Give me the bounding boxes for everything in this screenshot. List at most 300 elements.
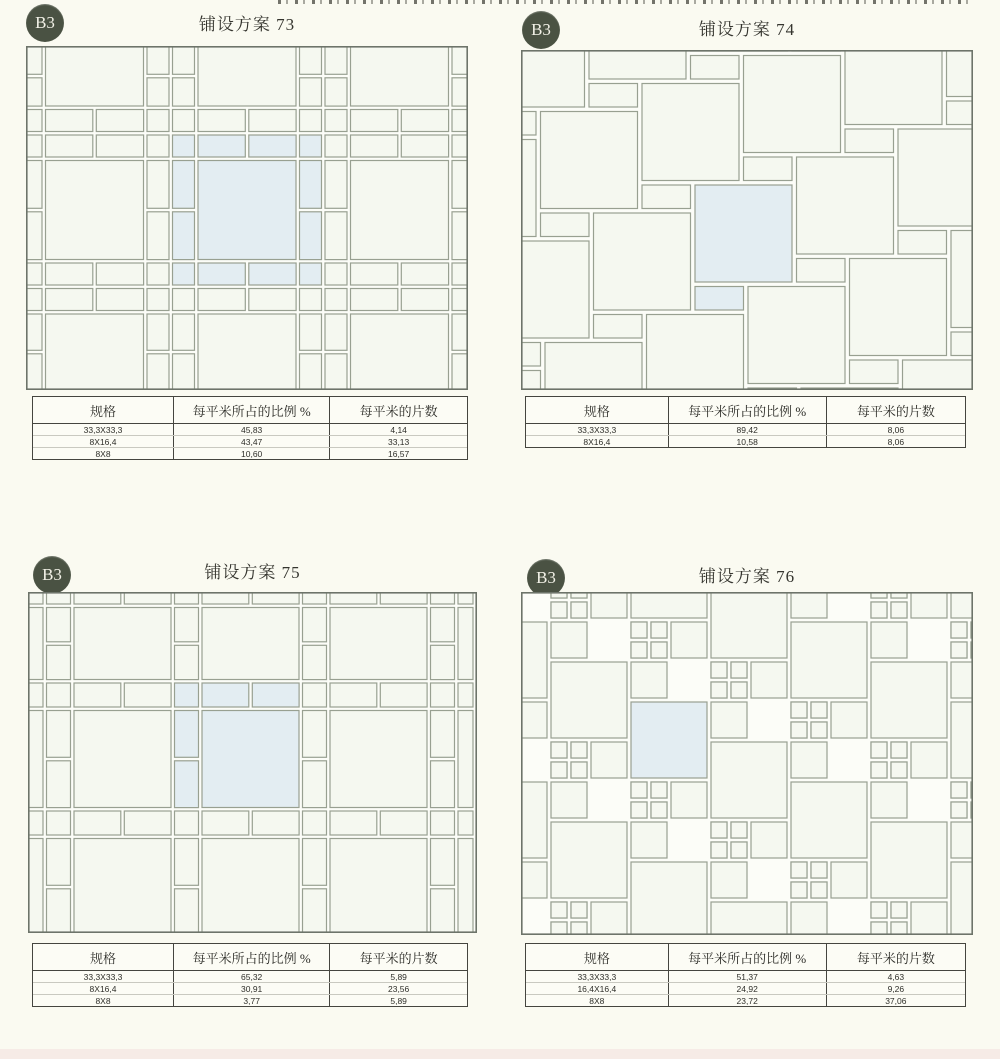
tile-small-square [551, 902, 567, 918]
tile-small-square [811, 722, 827, 738]
tile-large-square [28, 839, 43, 934]
table-cell: 24,92 [669, 983, 827, 994]
tile-rectangle [96, 110, 143, 132]
tile-large-square [951, 862, 973, 935]
tile-rectangle [198, 110, 245, 132]
tile-rectangle [351, 110, 398, 132]
tile-rectangle [252, 592, 299, 604]
tile-rectangle [452, 212, 468, 260]
tile-large-square [711, 592, 787, 658]
tile-small-square [571, 602, 587, 618]
tile-small-square [551, 762, 567, 778]
tile-large-square [642, 84, 739, 181]
tile-small-square [551, 602, 567, 618]
tile-small-square [731, 822, 747, 838]
tile-small-square [811, 702, 827, 718]
tile-rectangle [850, 360, 899, 384]
tile-rectangle [96, 135, 143, 157]
tile-rectangle [28, 592, 43, 604]
tile-large-square [521, 241, 589, 338]
table-header-row [526, 944, 965, 971]
spec-table [525, 943, 966, 1007]
tile-large-square [521, 782, 547, 858]
tile-rectangle [325, 78, 347, 106]
series-badge: B3 [527, 559, 565, 597]
tile-large-square [351, 46, 449, 106]
spec-table [32, 943, 468, 1007]
tile-large-square [791, 622, 867, 698]
tile-rectangle [147, 78, 169, 106]
table-cell: 37,06 [885, 995, 907, 1006]
tile-large-square [46, 314, 144, 390]
tile-rectangle [147, 46, 169, 74]
tile-rectangle [202, 811, 249, 835]
tile-rectangle [431, 608, 455, 642]
tile-rectangle [303, 761, 327, 808]
tile-rectangle [380, 811, 427, 835]
tile-rectangle [47, 761, 71, 808]
tile-small-square [173, 110, 195, 132]
tile-small-square [951, 782, 967, 798]
tile-small-square [731, 662, 747, 678]
tile-small-square [951, 642, 967, 658]
highlighted-tile-rectangle [198, 263, 245, 285]
tile-rectangle [845, 129, 894, 153]
tile-rectangle [96, 289, 143, 311]
tile-medium-square [911, 592, 947, 618]
table-header-cell: 每平米的片数 [856, 950, 935, 966]
tile-rectangle [330, 811, 377, 835]
tile-small-square [175, 592, 199, 604]
tile-rectangle [147, 212, 169, 260]
tile-small-square [551, 742, 567, 758]
tile-small-square [173, 289, 195, 311]
tile-small-square [651, 782, 667, 798]
plan-title: 铺设方案 73 [198, 15, 296, 34]
table-header-row [33, 944, 467, 971]
tile-small-square [811, 862, 827, 878]
tile-rectangle [173, 354, 195, 390]
tile-small-square [891, 762, 907, 778]
tile-large-square [330, 839, 427, 934]
tile-large-square [589, 50, 686, 79]
tile-small-square [711, 682, 727, 698]
page-bottom-tint [0, 1049, 1000, 1059]
tile-rectangle [691, 56, 740, 80]
tile-rectangle [401, 135, 448, 157]
tile-large-square [351, 161, 449, 260]
table-header-cell: 每平米所占的比例 % [669, 944, 827, 970]
tile-rectangle [458, 592, 473, 604]
tile-rectangle [300, 46, 322, 74]
table-row [526, 995, 965, 1006]
tile-large-square [28, 608, 43, 680]
tile-small-square [631, 782, 647, 798]
tile-small-square [431, 592, 455, 604]
tile-rectangle [589, 84, 638, 108]
tile-small-square [47, 811, 71, 835]
plan-title: 铺设方案 76 [698, 567, 796, 586]
tile-rectangle [303, 608, 327, 642]
tile-small-square [791, 722, 807, 738]
tile-rectangle [249, 110, 296, 132]
table-header-cell: 每平米的片数 [856, 403, 935, 419]
tile-large-square [850, 259, 947, 356]
tile-rectangle [431, 645, 455, 679]
highlighted-tile-large-square [202, 711, 299, 808]
highlighted-tile-rectangle [300, 161, 322, 209]
tile-rectangle [303, 839, 327, 886]
table-header-cell: 每平米所占的比例 % [174, 397, 330, 423]
highlighted-tile-small-square [173, 263, 195, 285]
tile-medium-square [671, 782, 707, 818]
table-row [33, 436, 467, 448]
table-row [33, 995, 467, 1006]
table-cell: 16,4X16,4 [526, 983, 669, 994]
tile-large-square [198, 46, 296, 106]
table-header-cell: 每平米所占的比例 % [669, 397, 827, 423]
tile-pattern-diagram [28, 592, 477, 933]
tile-medium-square [591, 902, 627, 935]
highlighted-tile-rectangle [249, 263, 296, 285]
tile-large-square [330, 608, 427, 680]
tile-small-square [300, 110, 322, 132]
tile-small-square [26, 110, 42, 132]
tile-rectangle [303, 889, 327, 933]
tile-medium-square [551, 782, 587, 818]
tile-large-square [594, 213, 691, 310]
tile-rectangle [74, 683, 121, 707]
tile-rectangle [147, 161, 169, 209]
highlighted-tile-rectangle [202, 683, 249, 707]
highlighted-tile-large-square [631, 702, 707, 778]
tile-medium-square [911, 742, 947, 778]
tile-medium-square [831, 862, 867, 898]
tile-rectangle [431, 761, 455, 808]
table-header-cell: 规格 [33, 944, 174, 970]
tile-medium-square [521, 862, 547, 898]
tile-rectangle [300, 78, 322, 106]
tile-large-square [647, 315, 744, 391]
tile-medium-square [871, 782, 907, 818]
highlighted-tile-rectangle [252, 683, 299, 707]
tile-small-square [651, 622, 667, 638]
tile-large-square [951, 231, 973, 328]
highlighted-tile-rectangle [173, 161, 195, 209]
tile-rectangle [47, 711, 71, 758]
tile-rectangle [401, 110, 448, 132]
tile-large-square [46, 46, 144, 106]
tile-rectangle [303, 711, 327, 758]
tile-small-square [147, 110, 169, 132]
tile-small-square [325, 135, 347, 157]
table-cell: 33,3X33,3 [526, 424, 669, 435]
tile-large-square [521, 371, 541, 391]
table-header-cell: 规格 [526, 397, 669, 423]
tile-medium-square [791, 592, 827, 618]
tile-large-square [898, 129, 973, 226]
tile-large-square [198, 314, 296, 390]
tile-small-square [571, 742, 587, 758]
tile-rectangle [47, 645, 71, 679]
table-cell: 4,14 [390, 424, 407, 435]
tile-small-square [26, 263, 42, 285]
highlighted-tile-rectangle [249, 135, 296, 157]
tile-rectangle [351, 263, 398, 285]
tile-rectangle [47, 608, 71, 642]
highlighted-tile-small-square [173, 135, 195, 157]
tile-rectangle [521, 343, 541, 367]
tile-large-square [458, 608, 473, 680]
tile-medium-square [791, 902, 827, 935]
tile-small-square [891, 902, 907, 918]
tile-large-square [28, 711, 43, 808]
spec-table [32, 396, 468, 460]
tile-small-square [26, 289, 42, 311]
series-badge: B3 [26, 4, 64, 42]
plan-title: 铺设方案 75 [204, 563, 301, 582]
tile-rectangle [325, 46, 347, 74]
tile-rectangle [452, 161, 468, 209]
table-cell: 33,3X33,3 [526, 971, 669, 982]
table-row [33, 448, 467, 459]
tile-rectangle [401, 289, 448, 311]
table-header-row [526, 397, 965, 424]
tile-medium-square [591, 742, 627, 778]
highlighted-tile-rectangle [175, 761, 199, 808]
tile-medium-square [951, 822, 973, 858]
highlighted-tile-rectangle [300, 212, 322, 260]
tile-rectangle [380, 592, 427, 604]
tile-medium-square [751, 662, 787, 698]
tile-small-square [175, 811, 199, 835]
table-cell: 5,89 [390, 971, 407, 982]
table-cell: 10,58 [669, 436, 827, 447]
tile-small-square [452, 289, 468, 311]
tile-large-square [748, 287, 845, 384]
tile-small-square [731, 682, 747, 698]
tile-rectangle [325, 212, 347, 260]
table-cell: 45,83 [174, 424, 330, 435]
tile-large-square [551, 822, 627, 898]
tile-rectangle [951, 332, 973, 356]
tile-large-square [711, 742, 787, 818]
highlighted-tile-large-square [695, 185, 792, 282]
tile-medium-square [711, 862, 747, 898]
tile-large-square [797, 157, 894, 254]
tile-small-square [571, 902, 587, 918]
table-cell: 10,60 [174, 448, 330, 459]
tile-rectangle [175, 645, 199, 679]
tile-large-square [330, 711, 427, 808]
table-cell: 8X16,4 [526, 436, 669, 447]
table-row [33, 983, 467, 995]
tile-small-square [711, 822, 727, 838]
tile-rectangle [147, 354, 169, 390]
tile-medium-square [871, 622, 907, 658]
table-cell: 51,37 [669, 971, 827, 982]
spec-table [525, 396, 966, 448]
tile-small-square [791, 702, 807, 718]
tile-small-square [147, 263, 169, 285]
tile-rectangle [46, 110, 93, 132]
highlighted-tile-rectangle [198, 135, 245, 157]
tile-rectangle [431, 711, 455, 758]
tile-rectangle [175, 608, 199, 642]
tile-rectangle [26, 354, 42, 390]
tile-rectangle [431, 839, 455, 886]
tile-rectangle [541, 213, 590, 237]
tile-small-square [431, 811, 455, 835]
tile-rectangle [458, 683, 473, 707]
tile-large-square [202, 839, 299, 934]
tile-medium-square [951, 662, 973, 698]
table-cell: 8,06 [887, 424, 905, 435]
tile-rectangle [452, 46, 468, 74]
table-cell: 33,13 [387, 436, 410, 447]
tile-rectangle [521, 112, 536, 136]
tile-rectangle [26, 46, 42, 74]
tile-rectangle [28, 811, 43, 835]
table-header-cell: 规格 [526, 944, 669, 970]
tile-medium-square [751, 822, 787, 858]
tile-small-square [791, 882, 807, 898]
tile-small-square [26, 135, 42, 157]
table-row [526, 983, 965, 995]
table-row [526, 436, 965, 447]
tile-rectangle [26, 314, 42, 350]
tile-small-square [811, 882, 827, 898]
tile-rectangle [452, 78, 468, 106]
tile-large-square [631, 592, 707, 618]
tile-rectangle [74, 592, 121, 604]
tile-small-square [651, 802, 667, 818]
tile-rectangle [351, 135, 398, 157]
tile-small-square [871, 762, 887, 778]
table-row [33, 971, 467, 983]
highlighted-tile-small-square [300, 263, 322, 285]
tile-small-square [452, 135, 468, 157]
tile-large-square [46, 161, 144, 260]
tile-rectangle [452, 354, 468, 390]
tile-small-square [631, 642, 647, 658]
table-cell: 8X16,4 [33, 983, 174, 994]
highlighted-tile-small-square [175, 683, 199, 707]
tile-rectangle [198, 289, 245, 311]
tile-large-square [74, 608, 171, 680]
tile-rectangle [173, 46, 195, 74]
highlighted-tile-rectangle [173, 212, 195, 260]
tile-rectangle [74, 811, 121, 835]
table-cell: 4,63 [887, 971, 905, 982]
table-cell: 23,56 [387, 983, 410, 994]
tile-rectangle [46, 289, 93, 311]
tile-small-square [631, 802, 647, 818]
tile-rectangle [252, 811, 299, 835]
tile-large-square [545, 343, 642, 391]
tile-large-square [951, 702, 973, 778]
tile-small-square [47, 592, 71, 604]
tile-rectangle [147, 314, 169, 350]
tile-rectangle [594, 315, 643, 339]
tile-small-square [951, 802, 967, 818]
tile-rectangle [300, 314, 322, 350]
tile-rectangle [124, 811, 171, 835]
tile-rectangle [173, 78, 195, 106]
tile-large-square [521, 140, 536, 237]
tile-rectangle [325, 314, 347, 350]
tile-rectangle [47, 839, 71, 886]
tile-large-square [541, 112, 638, 209]
tile-large-square [74, 839, 171, 934]
tile-large-square [871, 662, 947, 738]
table-cell: 33,3X33,3 [33, 971, 174, 982]
tile-small-square [452, 110, 468, 132]
tile-small-square [711, 842, 727, 858]
tile-small-square [147, 135, 169, 157]
tile-rectangle [744, 157, 793, 181]
tile-large-square [521, 622, 547, 698]
tile-rectangle [642, 185, 691, 209]
tile-small-square [951, 622, 967, 638]
tile-small-square [791, 862, 807, 878]
tile-rectangle [175, 839, 199, 886]
highlighted-tile-large-square [198, 161, 296, 260]
tile-rectangle [431, 889, 455, 933]
tile-pattern-diagram [26, 46, 468, 390]
table-header-cell: 每平米的片数 [359, 950, 438, 966]
plan-title: 铺设方案 74 [698, 20, 796, 39]
tile-rectangle [325, 354, 347, 390]
tile-medium-square [831, 702, 867, 738]
tile-large-square [74, 711, 171, 808]
tile-small-square [711, 662, 727, 678]
tile-small-square [147, 289, 169, 311]
tile-large-square [521, 50, 585, 107]
tile-medium-square [631, 662, 667, 698]
table-row [526, 424, 965, 436]
table-cell: 5,89 [390, 995, 407, 1006]
tile-rectangle [26, 212, 42, 260]
tile-rectangle [96, 263, 143, 285]
tile-large-square [845, 50, 942, 125]
tile-rectangle [202, 592, 249, 604]
tile-small-square [731, 842, 747, 858]
tile-rectangle [173, 314, 195, 350]
table-cell: 3,77 [174, 995, 330, 1006]
tile-large-square [903, 360, 974, 390]
tile-small-square [325, 110, 347, 132]
table-cell: 8X8 [526, 995, 669, 1006]
tile-rectangle [401, 263, 448, 285]
tile-small-square [431, 683, 455, 707]
tile-medium-square [791, 742, 827, 778]
table-header-cell: 每平米的片数 [359, 403, 438, 419]
tile-rectangle [249, 289, 296, 311]
table-cell: 23,72 [669, 995, 827, 1006]
table-cell: 16,57 [387, 448, 410, 459]
tile-rectangle [797, 259, 846, 283]
tile-large-square [631, 862, 707, 935]
tile-large-square [458, 839, 473, 934]
tile-rectangle [330, 683, 377, 707]
tile-rectangle [452, 314, 468, 350]
tile-large-square [744, 56, 841, 153]
table-row [526, 971, 965, 983]
tile-small-square [871, 902, 887, 918]
cropped-text-artifact [278, 0, 968, 4]
highlighted-tile-rectangle [175, 711, 199, 758]
